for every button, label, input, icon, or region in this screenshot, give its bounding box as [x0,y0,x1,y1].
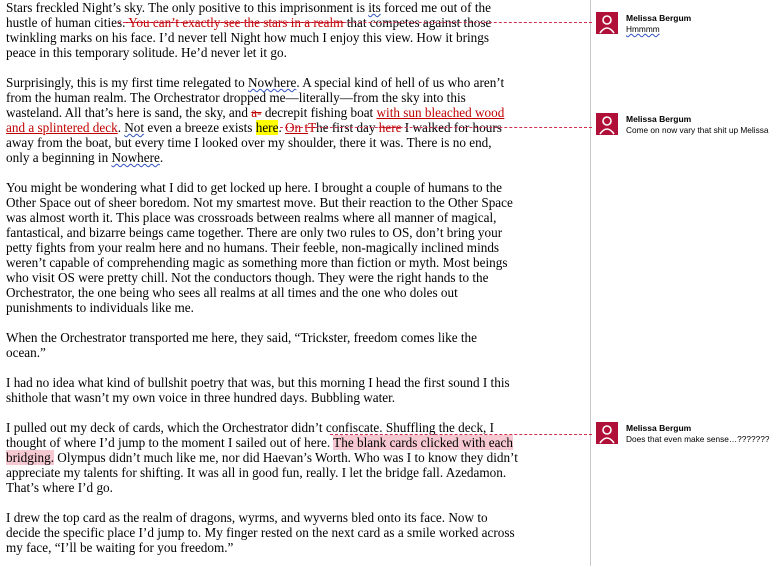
comment-author: Melissa Bergum [626,423,692,433]
text-run: Stars freckled Night’s sky. The only positive to this imprisonment is [6,0,369,15]
text-run: he first day [316,120,379,135]
avatar-icon [596,422,618,444]
tracked-deletion[interactable]: here [378,120,402,135]
paragraph-4: When the Orchestrator transported me here, they said, “Trickster, freedom comes like the ocean.” [6,330,478,360]
text-run: . A special kind of hell of us who aren’t from the human realm. The Orchestrator dropped me—literally—from the sky into this wasteland. All that’s here is sand, the sky, and [6,75,505,120]
tracked-insertion[interactable]: On t [285,120,309,135]
commented-text[interactable]: The blank cards clicked with each bridging. [6,435,513,465]
comment-balloon[interactable] [596,422,782,454]
text-run: . [278,120,286,135]
text-run: Surprisingly, this is my first time relegated to [6,75,248,90]
paragraph-6 [6,420,518,495]
text-run: forced me out of the hustle of human cities. [6,0,491,30]
text-run: even a breeze exists [144,120,256,135]
avatar-icon [596,12,618,34]
document-body[interactable] [6,0,518,570]
paragraph-3: You might be wondering what I did to get locked up here. I brought a couple of humans to the Other Space out of sheer boredom. Not my smartest move. But their reaction to the Other Space was almost worth it. This place was crossroads between realms where all manner of magical, fantastical, and bizarre beings came together. There are only two rules to OS, don’t bring your petty fights from your realm here and no humans. Their feeble, non-magically inclined minds weren’t capable of comprehending magic as something more than fiction or myth. Most beings who visit OS were pretty chill. Not the conductors though. They were the right hands to the Orchestrator, the one being who sees all realms at all times and the one who doles out punishments to individuals like me. [6,180,513,315]
text-run: decrepit fishing boat [261,105,377,120]
comment-connector [330,434,592,435]
tracked-deletion[interactable]: a- [251,105,262,120]
tracked-deletion[interactable]: You can’t exactly see the [125,15,264,30]
grammar-flag[interactable]: Not [124,120,145,135]
comment-text[interactable]: Come on now vary that shit up Melissa [626,125,769,135]
text-run: . [159,150,164,165]
paragraph-5: I had no idea what kind of bullshit poetry that was, but this morning I head the first sound I this shithole that wasn’t my own voice in three hundred days. Bubbling water. [6,375,510,405]
comment-connector [118,22,592,23]
grammar-flag[interactable]: its [368,0,381,15]
paragraph-2 [6,75,518,165]
comment-text[interactable]: Does that even make sense…??????? [626,434,770,444]
comment-connector [280,127,592,128]
comment-balloon[interactable] [596,113,782,145]
text-run: I pulled out my [6,420,91,435]
spelling-flag[interactable]: Nowhere [248,75,297,90]
text-run: I walked for hours away from the boat, but every time I looked over my shoulder, there it was. There is no end, only a beginning in [6,120,502,165]
paragraph-7: I drew the top card as the realm of dragons, wyrms, and wyverns bled onto its face. Now to decide the specific place I’d jump to. My finger rested on the next card as a smile worked across my face, “I’ll be waiting for you freedom.” [6,510,515,555]
text-run: deck of cards, which the Orchestrator didn’t confiscate. Shuffling the deck, I thought of where I’d jump to the moment I sailed out of here. [6,420,495,450]
text-run: that competes against those twinkling marks on his face. I’d never tell Night how much I enjoy this view. How it brings peace in this temporary solitude. He’d never let it go. [6,15,492,60]
tracked-insertion[interactable]: with sun bleached wood and a splintered deck [6,105,505,135]
highlighted-word[interactable]: here [255,120,279,135]
comment-author: Melissa Bergum [626,13,692,23]
spelling-flag[interactable]: Nowhere [111,150,160,165]
markup-pane-divider [590,0,591,566]
text-run: Olympus didn’t much like me, nor did Haevan’s Worth. Who was I to know they didn’t appreciate my talents for shifting. It was all in good fun, really. I let the bridge fall. Azedamon. That’s where I’d go. [6,450,518,495]
text-run: . [117,120,125,135]
comment-text[interactable]: Hmmmm [626,24,660,34]
tracked-deletion[interactable]: stars in a realm [263,15,344,30]
comment-author: Melissa Bergum [626,114,692,124]
avatar-icon [596,113,618,135]
tracked-deletion[interactable]: T [308,120,317,135]
paragraph-1 [6,0,518,60]
comment-balloon[interactable] [596,12,782,44]
